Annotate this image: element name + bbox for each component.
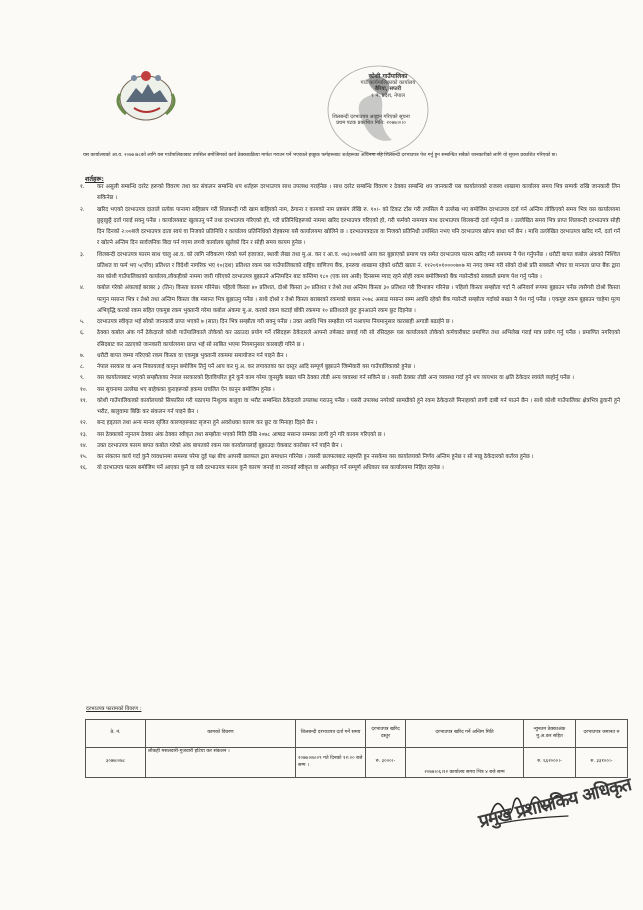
table-row	[86, 748, 628, 778]
term-number: ९.	[80, 375, 85, 382]
column-header: दरभाउपत्र खरिद दस्तुर	[366, 720, 406, 748]
term-item	[80, 250, 620, 284]
details-heading: दरभाउपत्र फारामको विवरण :	[86, 706, 142, 712]
term-text: नेपाल सरकार वा अन्य निकायलाई कानुन बमोजिम तिर्नु पर्ने आय कर मु.अ. कर लगायतका कर दस्तुर आदि सम्पूर्ण बुझाउने जिम्मेवारी यस गाउँपालिकाको हुनेछ ।	[97, 364, 416, 370]
contract-number-cell: ३०७७।०७८	[86, 748, 146, 778]
terms-list	[80, 182, 620, 475]
term-item	[80, 452, 620, 463]
seal-line: कोशी गाउँपालिका	[368, 73, 408, 80]
term-text: कर असुली सम्बन्धि दररेट हरूको विवरण तथा कर संकलन सम्बन्धि थप शर्तहरू दरभाउपत्र साथ उपलब्ध गराईनेछ । साथ दररेट सम्बन्धि विवरण र ठेक्का सम्बन्धि थप जानकारी यस कार्यालयको राजस्व शाखामा कार्यालय समय भित्र सम्पर्क राखि जानकारी लिन सकिनेछ ।	[97, 184, 620, 202]
term-number: ६.	[80, 330, 85, 337]
last-date-cell: २०७७।०६।१२ कार्यालय समय भित्र ४ बजे सम्म	[406, 748, 524, 778]
term-item	[80, 430, 620, 441]
term-number: १५.	[80, 454, 88, 460]
term-number: १३.	[80, 431, 88, 438]
term-text: यो दरभाउपत्र फारम बमोजिम पर्ने आएका कुनै वा सबै दरभाउपत्र फारम कुनै कारण जनाई वा नजनाई स्वीकृत वा अस्वीकृत गर्ने सम्पूर्ण अधिकार यस कार्यालयमा निहित रहनेछ ।	[97, 465, 444, 472]
term-text: कोशी गाउँपालिकाको कार्यालयको सिफारिस गरी यठाएमा निशुल्क बालुवा वा भरौट सम्बन्धित ठेकेदारले उपलब्ध गराउनु पर्नेछ । यसरी उपलब्ध नगरेको सामग्रीको हुने रकम ठेकेदारले मिनाहाको लागी दाबी गर्न पाउने छैन । साथै कोशी गाउँपालिका क्षेत्रभित्र ढुवानी हुने भरौट, बालुवामा बिक्रि कर संकलन गर्न पाइने छैन ।	[97, 397, 620, 415]
term-item	[80, 396, 620, 419]
term-item	[80, 385, 620, 396]
work-description-cell: लौकही मसलवारी-गुजवारी हटिया कर संकलन ।	[146, 748, 296, 778]
term-text: शिलबन्दी दरभाउपत्र फारम साथ चालु आ.व. को लागि नविकरण गरेको फर्म इजाजत, स्थायी लेखा तथा मु.अ. कर र आ.व. ०७३।०७४को आय कर बुझाएको प्रमाण पत्र समेत दरभाउपत्र फारम खरिद गरी समयमा नै पेश गर्नुपर्नेछ । धरौटी बापत कबोल अंकको निश्चित प्रतिशत वा फर्म भए ५(पाँच) प्रतिशत र विदेशी नागरिक भए १०(दश) प्रतिशत रकम यस गाउँपालिकाको राष्ट्रिय वाणिज्य बैंक, इनरुवा शाखामा रहेको धरौटी खाता नं. ११२०१०१००००७०७ मा नगद जम्मा गरी सोको दोश्रो प्रति सक्कलै भौचर वा मान्यता प्राप्त बैंक द्वारा यस कोशी गाउँपालिकाको कार्यालय,लौकहीको नाममा जारी गरिएको दरभाउपत्र बुझाउने अन्तिमदिन बाट कम्तिमा १८० (एक सय असी) दिनसम्म म्याद रहने सोही रकम बमोजिमको बैंक ग्यारेन्टीको सक्कलै प्रमाण पेश गर्नु पर्नेछ ।	[97, 251, 620, 280]
terms-heading: शर्तहरू:	[85, 175, 104, 183]
min-amount-cell: रु. ६६२०००।-	[524, 748, 576, 778]
fee-cell: रु. ३०००।-	[366, 748, 406, 778]
signatory-title: प्रमुख प्रशासकिय अधिकृत	[476, 774, 634, 833]
notice-title	[296, 114, 446, 127]
term-number: १६.	[80, 465, 88, 472]
column-header: दरभाउपत्र जमानत रु	[576, 720, 628, 748]
term-text: यस ठेक्काको न्युनतम ठेक्का अंक ठेक्का स्वीकृत तथा सम्झौता भएको मिति देखि २०७८ आषाढ मसान्त सम्मका लागी हुने गरि कायम गरिएको छ ।	[97, 431, 386, 438]
term-text: कर संकलन कार्य गर्दा कुनै व्यवधानमा समस्या परेमा दुई पक्ष बीच आपसी छलफल द्वारा समाधान गरिनेछ । त्यसरी छलफलबाट सहमति हुन नसकेमा यस कार्यालयको निर्णय अन्तिम हुनेछ र सो मान्नु ठेकेदारको कर्तव्य हुनेछ ।	[97, 454, 534, 460]
term-text: धरौटी बापत जम्मा गरिएको रकम किस्ता वा एकमुष्ठ भुक्तानी रकममा समायोजन गर्न पाइने छैन ।	[97, 352, 288, 359]
intro-paragraph: यस कार्यालयको आ.व. २०७७।७८को लागि यस गाउँपालिकाबाट तपसिल बमोजिमको कार्य ठेक्काप्रक्रिया मार्फत गराउन पर्ने भएकाले इच्छुक फर्महरूबाट शर्तहरूका अधिनमा रहि शिलबन्दी दरभाउपत्र पेश गर्नु हुन सम्बन्धित सबैको जानकारीको लागि यो सूचना प्रकाशित गरिएको छ।	[83, 153, 557, 158]
term-number: १०.	[80, 386, 88, 393]
term-item	[80, 283, 620, 317]
term-number: १२.	[80, 420, 88, 427]
column-header: शिलबन्दी दरभाउपत्र दर्ता गर्ने समय	[296, 720, 366, 748]
seal-line: बैरिया, सप्तरी	[374, 86, 402, 93]
term-item	[80, 328, 620, 351]
column-header: कामको विवरण	[146, 720, 296, 748]
term-text: कबोल गरेको अंकलाई बराबर ३ (तिन) किस्ता कायम गरिनेछ। पहिलो किस्ता ४० प्रतिशत, दोश्रो किस्ता ३० प्रतिशत र तेश्रो तथा अन्तिम किस्ता ३० प्रतिशत गरी विभाजन गरिनेछ । पहिलो किस्ता सम्झौता गर्दा नै अनिवार्य रूपमा बुझाउन पर्नेछ त्यसैगरी दोश्रो किस्ता फागुन मसान्त भित्र र तेश्रो तथा अन्तिम किस्ता जेष्ठ मसान्त भित्र बुझाउनु पर्नेछ । साथै दोश्रो र तेश्रो किस्ता बराबरको रकमको बाकस २०७८ असाढ मसान्त सम्म अवधि रहेको बैंक ग्यारेन्टी सम्झौता गर्दाको बखत नै पेश गर्नु पर्नेछ । एकमुष्ट रकम बुझाउन चाहेमा मूल्य अभिवृद्धि करको रकम सहित एकमुष्ठ रकम भुक्तानी गरेमा कबोल अंकमा मु.अ. करको रकम कटाई बाँकी रकममा १० प्रतिशतले छुट हुनआउने रकम छुट दिइनेछ ।	[97, 285, 620, 314]
term-number: ८.	[80, 364, 85, 370]
seal-line: गाउँ कार्यपालिकाको कार्यालय	[360, 80, 416, 87]
term-item	[80, 351, 620, 362]
term-number: ५.	[80, 319, 85, 325]
term-number: २.	[80, 206, 85, 213]
term-number: ४.	[80, 285, 85, 292]
term-text: यस सूचनामा उल्लेख भए बाहेकका कुराहरूको हकमा प्रचलित ऐन कानुन बमोजिम हुनेछ ।	[97, 386, 275, 393]
term-item	[80, 182, 620, 205]
notice-title-line: प्रथम पटक प्रकाशित मिति: २०७७।०।०	[336, 120, 406, 127]
nepal-emblem	[104, 64, 188, 128]
column-header: दरभाउपत्र खरिद गर्ने अन्तिम मिति	[406, 720, 524, 748]
seal-line: १ नं. प्रदेश, नेपाल	[371, 92, 405, 99]
guarantee-cell: रु. ३३१००।-	[576, 748, 628, 778]
term-item	[80, 362, 620, 373]
term-text: उक्त दरभाउपत्र फारम बापत कबोल गरेको अंक बापतको रकम यस कार्यालयलाई बुझाउदा चेकबाट कारोबार गर्न पाईने छैन ।	[97, 442, 343, 449]
table-header-row	[86, 720, 628, 748]
notice-title-line: शिलबन्दी दरभाउपत्र आह्वान गरिएको सूचना	[332, 114, 410, 120]
term-item	[80, 418, 620, 429]
term-number: ११.	[80, 397, 88, 404]
term-number: ७.	[80, 352, 85, 359]
term-item	[80, 205, 620, 250]
term-number: १४.	[80, 442, 88, 449]
seal-text	[340, 74, 436, 99]
term-text: यस कार्यालयबाट भएको सम्झौताका नेपाल सरकारको हितविपरित हुने कुनै काम गरेमा जुनसुकै बखत पनि ठेक्का तोडी अन्य व्यवस्था गर्न सकिने छ । यसरी ठेक्का तोडी अन्य व्यवस्था गर्दा हुने थप व्ययभार वा क्षति ठेकेदार स्वयंले व्यहोर्नु पर्नेछ ।	[97, 375, 574, 382]
details-table	[85, 719, 628, 778]
term-item	[80, 463, 620, 474]
submit-time-cell: २०७७।०७।०९ गते दिनको १२:०० बजे सम्म ।	[296, 748, 366, 778]
term-number: ३.	[80, 251, 85, 258]
term-text: ठेक्का कबोल अंक गर्ने ठेकेदारले कोशी गाउँपालिकाले तोकेको कर उठाउदा प्रयोग गर्ने रसिदहरू ठेकेदारले आफ्नो तर्फबाट छपाई गरी सो रसिदहरू यस कार्यालयले तोकेको कर्मचारीबाट प्रमाणित तथा अभिलेख गराई मात्र प्रयोग गर्नु पर्नेछ । प्रमाणित नगरिएको रसिदबाट कर उठाएको जानकारी कार्यालयमा प्राप्त भई सो साबित भएमा नियमानुसार कारबाही गरिने छ ।	[97, 330, 620, 348]
term-text: खरिद भएको दरभाउपत्र दाताले प्रत्येक पानामा सहिछाप गरी शिलबन्दी गरी खाम बाहिरको नाम, ठेगाना र कामको नाम प्रष्टसंग लेखि रु. १०।- को टिकट टाँस गरी तपसिल मै उल्लेख भए बमोजिम दरभाउपत्र दर्ता गर्न अन्तिम तोकिएको समय भित्र यस कार्यालयमा छुट्टाछुट्टै दर्ता गराई सक्नु पर्नेछ । कार्यालयबाट खुलाउनु पर्ने तथा दरभाउपत्र गरिएको होः, गरी प्रतिनिधिहरूको नाममा खरिद दरभाउपत्र गरिएको हो, गरी फर्मको नाममात्र माथ दरभाउपत्र शिलबन्दी दर्ता गर्नुपर्ने छ । उल्लेखित समय भित्र प्राप्त शिलबन्दी दरभाउपत्र सोही दिन दिनको २:००बजे दरभाउपत्र दाता स्वयं वा निजको प्रतिनिधि र कार्यालय प्रतिनिधिको रोहबरमा यसै कार्यालयमा खोलिने छ । दरभाउपत्रदाता वा निजको प्रतिनिधी उपस्थित नभए पनि दरभाउपत्र खोल्न बाधा पर्ने छैन । माथि उल्लेखित दरभाउपत्र खरिद गर्ने, दर्ता गर्ने र खोल्ने अन्तिम दिन सार्वजनिक बिदा पर्न गएमा लगत्तै कार्यालय खुलेको दिन र सोही समय कायम हुनेछ ।	[97, 206, 620, 247]
term-number: १.	[80, 184, 85, 190]
term-item	[80, 441, 620, 452]
column-header: न्युनतम ठेक्काअंक मु.अ.कर सहित	[524, 720, 576, 748]
term-item	[80, 373, 620, 384]
term-text: बन्द हड्ताल तथा अन्य मानव सृजित कारणहरूबाट सृजना हुने अवरोधका कारण कर छुट वा मिनाहा दिइने छैन ।	[97, 420, 318, 427]
column-header: ठे. नं.	[86, 720, 146, 748]
term-item	[80, 317, 620, 328]
term-text: दरभाउपत्र स्वीकृत भई सोको जानकारी प्राप्त भएको ७ (सात) दिन भित्र सम्झौता गरी सक्नु पर्नेछ । उक्त अवधि भित्र सम्झौता गर्न नआएमा नियमानुसार कारबाही अगाडी बढाईने छ ।	[97, 319, 454, 325]
